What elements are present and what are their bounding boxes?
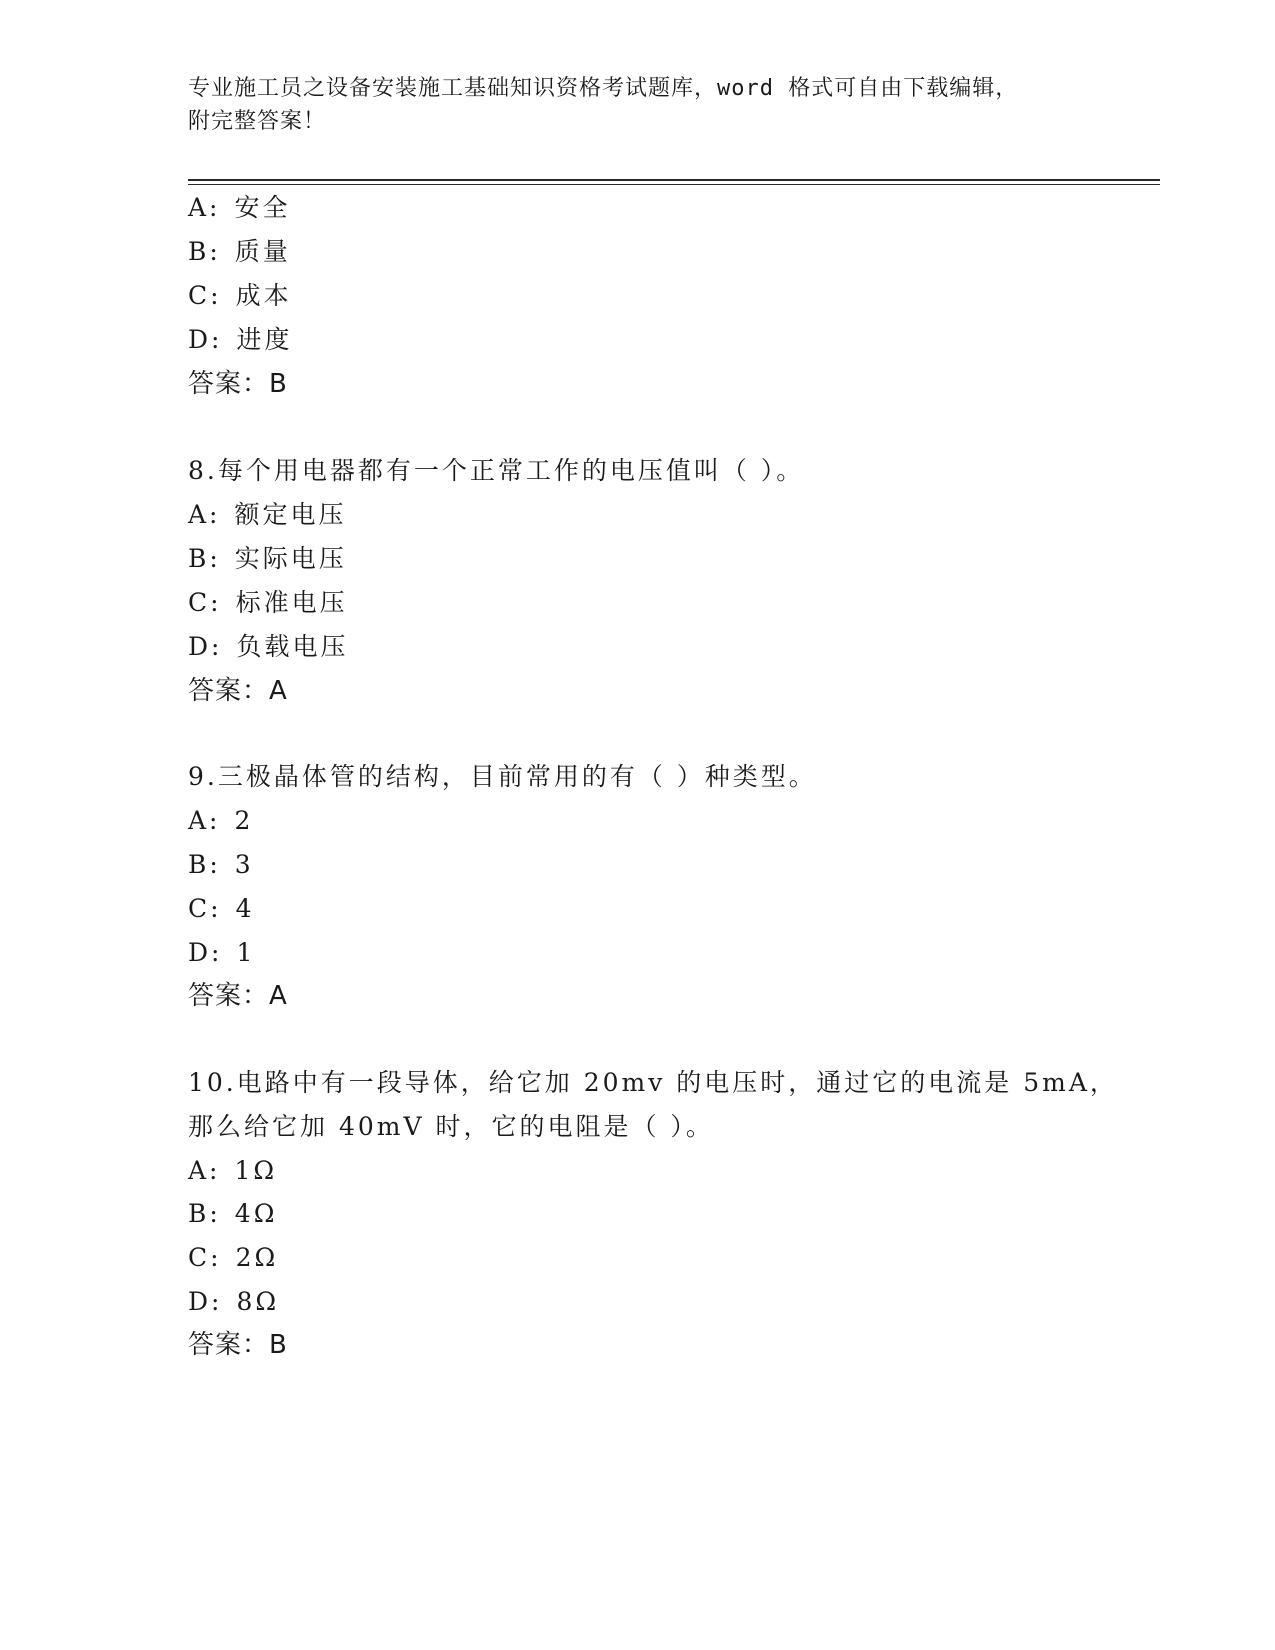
q10-stem-line-2: 那么给它加 40mV 时，它的电阻是（ ）。 bbox=[188, 1112, 714, 1141]
q10-option-c bbox=[188, 1241, 278, 1275]
option-text: 质量 bbox=[234, 237, 291, 266]
q7-option-d bbox=[188, 323, 292, 357]
option-letter: A: bbox=[188, 806, 221, 835]
q9-option-a bbox=[188, 804, 253, 838]
q10-option-d bbox=[188, 1285, 279, 1319]
option-text: 标准电压 bbox=[235, 588, 348, 617]
option-letter: A: bbox=[188, 193, 221, 222]
option-letter: B: bbox=[188, 237, 221, 266]
option-letter: C: bbox=[188, 588, 222, 617]
option-text: 1 bbox=[236, 938, 256, 967]
option-letter: C: bbox=[188, 894, 222, 923]
header-rule-thin bbox=[188, 184, 1160, 185]
q9-option-b bbox=[188, 848, 254, 882]
q8-stem: 8.每个用电器都有一个正常工作的电压值叫（ ）。 bbox=[188, 456, 805, 485]
q10-stem-line-1: 10.电路中有一段导体，给它加 20mv 的电压时，通过它的电流是 5mA， bbox=[188, 1068, 1118, 1097]
option-letter: D: bbox=[188, 938, 223, 967]
q8-option-d bbox=[188, 630, 348, 664]
option-text: 安全 bbox=[234, 193, 291, 222]
option-letter: A: bbox=[188, 500, 221, 529]
option-text: 进度 bbox=[236, 325, 293, 354]
q9-option-c bbox=[188, 892, 254, 926]
q7-answer: 答案：B bbox=[188, 369, 288, 399]
option-text: 负载电压 bbox=[236, 632, 349, 661]
option-letter: D: bbox=[188, 325, 223, 354]
header-line-1: 专业施工员之设备安装施工基础知识资格考试题库，word 格式可自由下载编辑， bbox=[188, 76, 1019, 101]
option-letter: B: bbox=[188, 1199, 221, 1228]
option-text: 2 bbox=[234, 806, 254, 835]
option-text: 额定电压 bbox=[234, 500, 347, 529]
q10-option-a bbox=[188, 1154, 277, 1188]
q9-stem: 9.三极晶体管的结构，目前常用的有（ ）种类型。 bbox=[188, 762, 817, 791]
q9-option-d bbox=[188, 936, 255, 970]
option-letter: B: bbox=[188, 544, 221, 573]
option-text: 2Ω bbox=[235, 1243, 279, 1272]
q8-answer: 答案：A bbox=[188, 676, 288, 706]
q10-answer: 答案：B bbox=[188, 1330, 288, 1360]
option-text: 1Ω bbox=[234, 1156, 278, 1185]
option-text: 实际电压 bbox=[234, 544, 347, 573]
header-rule-thick bbox=[188, 179, 1160, 181]
option-letter: D: bbox=[188, 1287, 223, 1316]
option-text: 4 bbox=[235, 894, 255, 923]
option-letter: A: bbox=[188, 1156, 221, 1185]
header-line-2: 附完整答案！ bbox=[188, 109, 327, 134]
q8-option-a bbox=[188, 498, 347, 532]
q8-option-c bbox=[188, 586, 348, 620]
document-header bbox=[188, 72, 1088, 138]
option-text: 成本 bbox=[235, 281, 292, 310]
q7-option-a bbox=[188, 191, 291, 225]
q10-option-b bbox=[188, 1197, 277, 1231]
option-letter: C: bbox=[188, 1243, 222, 1272]
option-text: 3 bbox=[234, 850, 254, 879]
option-text: 4Ω bbox=[234, 1199, 278, 1228]
q7-option-c bbox=[188, 279, 292, 313]
q9-answer: 答案：A bbox=[188, 981, 288, 1011]
option-letter: D: bbox=[188, 632, 223, 661]
option-text: 8Ω bbox=[236, 1287, 280, 1316]
q7-option-b bbox=[188, 235, 291, 269]
q8-option-b bbox=[188, 542, 347, 576]
option-letter: B: bbox=[188, 850, 221, 879]
option-letter: C: bbox=[188, 281, 222, 310]
